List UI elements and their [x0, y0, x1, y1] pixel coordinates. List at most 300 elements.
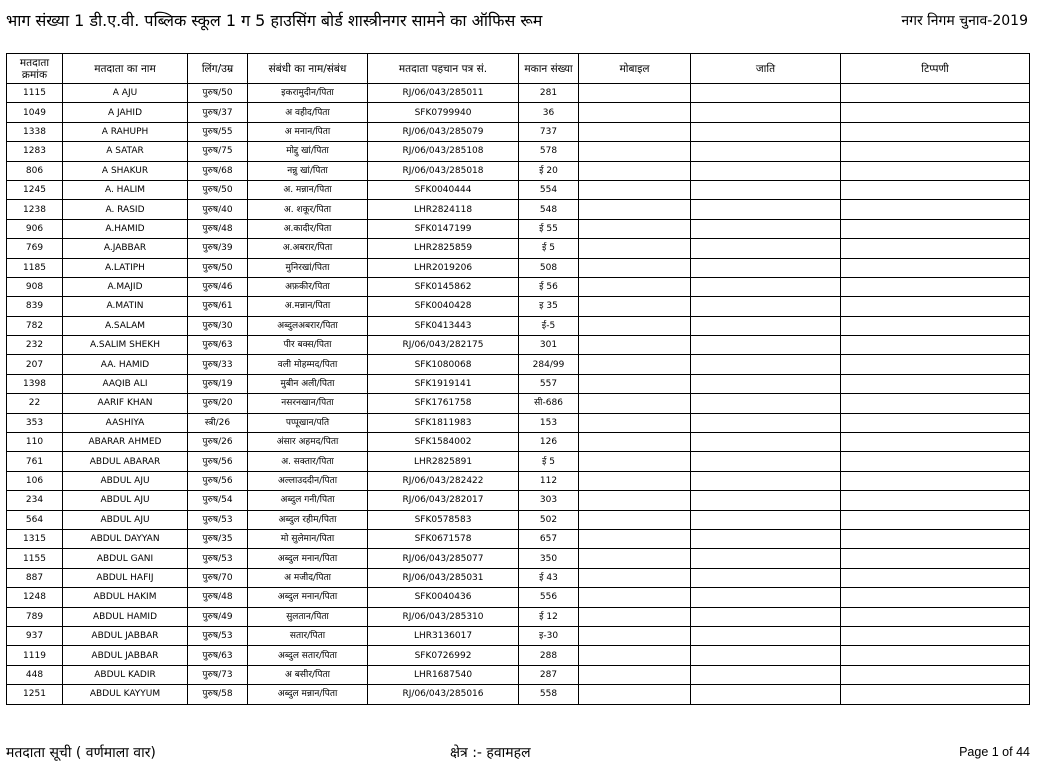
cell-caste [691, 646, 841, 665]
cell-relative-name: अ. सक्तार/पिता [248, 452, 368, 471]
cell-caste [691, 685, 841, 704]
cell-voter-name: ABDUL KADIR [63, 665, 188, 684]
table-row [7, 122, 1030, 141]
cell-caste [691, 374, 841, 393]
cell-relative-name: मुनिरखां/पिता [248, 258, 368, 277]
cell-relative-name: सतार/पिता [248, 626, 368, 645]
table-row [7, 258, 1030, 277]
cell-remarks [841, 316, 1030, 335]
cell-caste [691, 588, 841, 607]
table-row [7, 471, 1030, 490]
cell-voter-id: LHR2019206 [368, 258, 519, 277]
cell-serial-no: 1283 [7, 142, 63, 161]
cell-house-no: 287 [519, 665, 579, 684]
cell-remarks [841, 297, 1030, 316]
cell-voter-name: AA. HAMID [63, 355, 188, 374]
cell-house-no: 558 [519, 685, 579, 704]
cell-gender-age: पुरुष/58 [188, 685, 248, 704]
cell-voter-name: ABDUL JABBAR [63, 646, 188, 665]
cell-caste [691, 180, 841, 199]
cell-gender-age: पुरुष/63 [188, 336, 248, 355]
cell-house-no: 350 [519, 549, 579, 568]
cell-caste [691, 491, 841, 510]
cell-house-no: 557 [519, 374, 579, 393]
cell-serial-no: 908 [7, 277, 63, 296]
cell-voter-id: RJ/06/043/285031 [368, 568, 519, 587]
cell-voter-id: RJ/06/043/285310 [368, 607, 519, 626]
cell-relative-name: अ.मन्नान/पिता [248, 297, 368, 316]
cell-voter-name: AASHIYA [63, 413, 188, 432]
document-title: भाग संख्या 1 डी.ए.वी. पब्लिक स्कूल 1 ग 5 हाउसिंग बोर्ड शास्त्रीनगर सामने का ऑफिस रूम [6, 11, 543, 30]
cell-voter-name: AAQIB ALI [63, 374, 188, 393]
cell-gender-age: पुरुष/46 [188, 277, 248, 296]
cell-serial-no: 839 [7, 297, 63, 316]
cell-caste [691, 277, 841, 296]
table-row [7, 336, 1030, 355]
cell-voter-name: A.MATIN [63, 297, 188, 316]
cell-voter-id: SFK1584002 [368, 433, 519, 452]
cell-caste [691, 122, 841, 141]
cell-voter-id: RJ/06/043/285018 [368, 161, 519, 180]
cell-relative-name: अंसार अहमद/पिता [248, 433, 368, 452]
cell-voter-id: LHR2824118 [368, 200, 519, 219]
cell-gender-age: पुरुष/49 [188, 607, 248, 626]
cell-voter-id: LHR2825859 [368, 239, 519, 258]
cell-relative-name: अ. मन्नान/पिता [248, 180, 368, 199]
table-row [7, 665, 1030, 684]
cell-remarks [841, 665, 1030, 684]
table-row [7, 161, 1030, 180]
cell-remarks [841, 258, 1030, 277]
cell-relative-name: अब्दुल गनी/पिता [248, 491, 368, 510]
cell-remarks [841, 277, 1030, 296]
cell-voter-name: ABARAR AHMED [63, 433, 188, 452]
cell-house-no: 153 [519, 413, 579, 432]
cell-gender-age: पुरुष/61 [188, 297, 248, 316]
cell-voter-name: ABDUL AJU [63, 491, 188, 510]
cell-voter-id: RJ/06/043/282422 [368, 471, 519, 490]
table-row [7, 588, 1030, 607]
cell-caste [691, 607, 841, 626]
cell-relative-name: अ. शकूर/पिता [248, 200, 368, 219]
table-row [7, 568, 1030, 587]
table-row [7, 394, 1030, 413]
footer-list-type: मतदाता सूची ( वर्णमाला वार) [6, 745, 156, 761]
cell-remarks [841, 200, 1030, 219]
cell-relative-name: अब्दुल मनान/पिता [248, 549, 368, 568]
cell-remarks [841, 588, 1030, 607]
cell-voter-name: ABDUL JABBAR [63, 626, 188, 645]
cell-gender-age: पुरुष/19 [188, 374, 248, 393]
cell-house-no: 301 [519, 336, 579, 355]
column-header-remarks: टिप्पणी [841, 54, 1030, 84]
cell-voter-name: A. HALIM [63, 180, 188, 199]
cell-house-no: 288 [519, 646, 579, 665]
cell-gender-age: स्त्री/26 [188, 413, 248, 432]
cell-house-no: 502 [519, 510, 579, 529]
cell-relative-name: अ.कादीर/पिता [248, 219, 368, 238]
cell-caste [691, 142, 841, 161]
cell-caste [691, 471, 841, 490]
column-header-serial-no: मतदाता क्रमांक [7, 54, 63, 84]
cell-gender-age: पुरुष/37 [188, 103, 248, 122]
cell-mobile [579, 665, 691, 684]
cell-remarks [841, 413, 1030, 432]
cell-voter-id: SFK0040444 [368, 180, 519, 199]
cell-mobile [579, 646, 691, 665]
cell-mobile [579, 529, 691, 548]
cell-serial-no: 1155 [7, 549, 63, 568]
table-row [7, 142, 1030, 161]
cell-caste [691, 665, 841, 684]
cell-serial-no: 1115 [7, 84, 63, 103]
cell-voter-name: A AJU [63, 84, 188, 103]
table-header-row [7, 54, 1030, 84]
cell-serial-no: 1245 [7, 180, 63, 199]
cell-remarks [841, 374, 1030, 393]
cell-voter-name: A SHAKUR [63, 161, 188, 180]
cell-mobile [579, 239, 691, 258]
cell-serial-no: 1315 [7, 529, 63, 548]
cell-voter-name: A RAHUPH [63, 122, 188, 141]
cell-remarks [841, 142, 1030, 161]
cell-gender-age: पुरुष/63 [188, 646, 248, 665]
cell-relative-name: अफ़कीर/पिता [248, 277, 368, 296]
cell-caste [691, 510, 841, 529]
cell-voter-name: AARIF KHAN [63, 394, 188, 413]
cell-voter-name: A.HAMID [63, 219, 188, 238]
cell-voter-id: SFK0040428 [368, 297, 519, 316]
cell-voter-name: ABDUL DAYYAN [63, 529, 188, 548]
cell-voter-name: A.JABBAR [63, 239, 188, 258]
cell-gender-age: पुरुष/50 [188, 180, 248, 199]
cell-caste [691, 103, 841, 122]
cell-voter-id: SFK1080068 [368, 355, 519, 374]
cell-relative-name: पीर बक्स/पिता [248, 336, 368, 355]
cell-serial-no: 761 [7, 452, 63, 471]
cell-voter-id: RJ/06/043/282017 [368, 491, 519, 510]
cell-serial-no: 564 [7, 510, 63, 529]
table-row [7, 529, 1030, 548]
cell-relative-name: मोद्दु खां/पिता [248, 142, 368, 161]
cell-voter-id: SFK0799940 [368, 103, 519, 122]
cell-mobile [579, 413, 691, 432]
cell-relative-name: अ मजीद/पिता [248, 568, 368, 587]
cell-caste [691, 239, 841, 258]
table-row [7, 646, 1030, 665]
cell-serial-no: 353 [7, 413, 63, 432]
cell-gender-age: पुरुष/20 [188, 394, 248, 413]
cell-caste [691, 529, 841, 548]
cell-gender-age: पुरुष/48 [188, 588, 248, 607]
table-row [7, 510, 1030, 529]
cell-caste [691, 336, 841, 355]
table-row [7, 433, 1030, 452]
cell-serial-no: 1398 [7, 374, 63, 393]
cell-caste [691, 355, 841, 374]
cell-mobile [579, 568, 691, 587]
cell-voter-name: ABDUL GANI [63, 549, 188, 568]
cell-house-no: 578 [519, 142, 579, 161]
column-header-house-no: मकान संख्या [519, 54, 579, 84]
cell-remarks [841, 336, 1030, 355]
cell-remarks [841, 491, 1030, 510]
table-row [7, 452, 1030, 471]
cell-mobile [579, 607, 691, 626]
table-row [7, 413, 1030, 432]
table-row [7, 297, 1030, 316]
cell-voter-name: A. RASID [63, 200, 188, 219]
cell-gender-age: पुरुष/53 [188, 626, 248, 645]
cell-house-no: 548 [519, 200, 579, 219]
cell-relative-name: इकरामुदीन/पिता [248, 84, 368, 103]
voter-table [6, 53, 1030, 705]
cell-caste [691, 549, 841, 568]
cell-voter-id: SFK0147199 [368, 219, 519, 238]
table-row [7, 685, 1030, 704]
cell-remarks [841, 103, 1030, 122]
cell-mobile [579, 549, 691, 568]
cell-voter-id: SFK0726992 [368, 646, 519, 665]
cell-voter-id: RJ/06/043/285077 [368, 549, 519, 568]
cell-mobile [579, 142, 691, 161]
cell-serial-no: 234 [7, 491, 63, 510]
cell-serial-no: 1119 [7, 646, 63, 665]
cell-house-no: 657 [519, 529, 579, 548]
cell-gender-age: पुरुष/55 [188, 122, 248, 141]
cell-house-no: 556 [519, 588, 579, 607]
cell-voter-name: A.SALIM SHEKH [63, 336, 188, 355]
cell-serial-no: 1251 [7, 685, 63, 704]
cell-caste [691, 452, 841, 471]
column-header-caste: जाति [691, 54, 841, 84]
cell-voter-id: SFK0413443 [368, 316, 519, 335]
cell-voter-name: ABDUL ABARAR [63, 452, 188, 471]
table-row [7, 84, 1030, 103]
page-number: Page 1 of 44 [959, 745, 1030, 759]
table-row [7, 626, 1030, 645]
cell-voter-name: A JAHID [63, 103, 188, 122]
cell-voter-name: A.LATIPH [63, 258, 188, 277]
cell-house-no: सी-686 [519, 394, 579, 413]
cell-mobile [579, 200, 691, 219]
table-row [7, 103, 1030, 122]
cell-serial-no: 806 [7, 161, 63, 180]
cell-caste [691, 568, 841, 587]
cell-mobile [579, 588, 691, 607]
cell-voter-name: ABDUL HAKIM [63, 588, 188, 607]
cell-serial-no: 789 [7, 607, 63, 626]
cell-mobile [579, 180, 691, 199]
cell-mobile [579, 471, 691, 490]
cell-house-no: 284/99 [519, 355, 579, 374]
cell-house-no: ई 20 [519, 161, 579, 180]
cell-caste [691, 394, 841, 413]
cell-relative-name: अ.अबरार/पिता [248, 239, 368, 258]
cell-relative-name: अब्दुल मनान/पिता [248, 588, 368, 607]
cell-serial-no: 1049 [7, 103, 63, 122]
cell-relative-name: मुबीन अली/पिता [248, 374, 368, 393]
table-row [7, 180, 1030, 199]
cell-gender-age: पुरुष/33 [188, 355, 248, 374]
cell-mobile [579, 510, 691, 529]
cell-voter-id: SFK1811983 [368, 413, 519, 432]
cell-remarks [841, 433, 1030, 452]
cell-voter-id: RJ/06/043/282175 [368, 336, 519, 355]
cell-relative-name: पप्पूखान/पति [248, 413, 368, 432]
cell-remarks [841, 568, 1030, 587]
cell-voter-id: SFK0145862 [368, 277, 519, 296]
cell-voter-id: SFK0578583 [368, 510, 519, 529]
cell-gender-age: पुरुष/48 [188, 219, 248, 238]
cell-voter-id: SFK1761758 [368, 394, 519, 413]
cell-mobile [579, 374, 691, 393]
cell-voter-id: RJ/06/043/285011 [368, 84, 519, 103]
cell-gender-age: पुरुष/53 [188, 549, 248, 568]
table-row [7, 374, 1030, 393]
cell-caste [691, 316, 841, 335]
cell-mobile [579, 161, 691, 180]
cell-voter-name: A.MAJID [63, 277, 188, 296]
cell-serial-no: 769 [7, 239, 63, 258]
cell-house-no: इ-30 [519, 626, 579, 645]
cell-relative-name: वली मोहम्मद/पिता [248, 355, 368, 374]
cell-mobile [579, 452, 691, 471]
election-label: नगर निगम चुनाव-2019 [901, 13, 1028, 29]
cell-serial-no: 1338 [7, 122, 63, 141]
cell-house-no: 303 [519, 491, 579, 510]
cell-relative-name: अब्दुल मन्नान/पिता [248, 685, 368, 704]
cell-gender-age: पुरुष/68 [188, 161, 248, 180]
cell-mobile [579, 626, 691, 645]
cell-serial-no: 106 [7, 471, 63, 490]
cell-serial-no: 937 [7, 626, 63, 645]
cell-house-no: ई 56 [519, 277, 579, 296]
cell-serial-no: 448 [7, 665, 63, 684]
cell-voter-name: ABDUL HAFIJ [63, 568, 188, 587]
cell-caste [691, 258, 841, 277]
cell-remarks [841, 84, 1030, 103]
cell-mobile [579, 491, 691, 510]
cell-house-no: ई 43 [519, 568, 579, 587]
cell-remarks [841, 685, 1030, 704]
cell-serial-no: 1238 [7, 200, 63, 219]
table-row [7, 607, 1030, 626]
cell-gender-age: पुरुष/50 [188, 258, 248, 277]
cell-house-no: 281 [519, 84, 579, 103]
cell-mobile [579, 103, 691, 122]
column-header-gender-age: लिंग/उम्र [188, 54, 248, 84]
cell-mobile [579, 84, 691, 103]
cell-mobile [579, 219, 691, 238]
cell-remarks [841, 549, 1030, 568]
cell-voter-name: A SATAR [63, 142, 188, 161]
cell-caste [691, 297, 841, 316]
cell-remarks [841, 239, 1030, 258]
cell-relative-name: अ वहीद/पिता [248, 103, 368, 122]
cell-serial-no: 22 [7, 394, 63, 413]
table-row [7, 277, 1030, 296]
cell-house-no: 112 [519, 471, 579, 490]
cell-gender-age: पुरुष/35 [188, 529, 248, 548]
cell-mobile [579, 433, 691, 452]
cell-serial-no: 110 [7, 433, 63, 452]
table-row [7, 355, 1030, 374]
cell-relative-name: अब्दुल रहीम/पिता [248, 510, 368, 529]
cell-remarks [841, 510, 1030, 529]
table-body [7, 84, 1030, 705]
cell-house-no: 508 [519, 258, 579, 277]
cell-house-no: ई 5 [519, 239, 579, 258]
cell-gender-age: पुरुष/54 [188, 491, 248, 510]
cell-gender-age: पुरुष/50 [188, 84, 248, 103]
cell-mobile [579, 122, 691, 141]
cell-mobile [579, 258, 691, 277]
cell-mobile [579, 316, 691, 335]
cell-caste [691, 84, 841, 103]
cell-gender-age: पुरुष/73 [188, 665, 248, 684]
cell-relative-name: सुलतान/पिता [248, 607, 368, 626]
cell-voter-id: SFK0040436 [368, 588, 519, 607]
cell-serial-no: 232 [7, 336, 63, 355]
cell-house-no: 554 [519, 180, 579, 199]
cell-voter-id: LHR2825891 [368, 452, 519, 471]
cell-house-no: 737 [519, 122, 579, 141]
cell-remarks [841, 452, 1030, 471]
cell-relative-name: नन्नु खां/पिता [248, 161, 368, 180]
cell-voter-id: SFK0671578 [368, 529, 519, 548]
cell-voter-id: RJ/06/043/285079 [368, 122, 519, 141]
cell-voter-name: ABDUL AJU [63, 510, 188, 529]
cell-relative-name: अब्दुल सतार/पिता [248, 646, 368, 665]
cell-remarks [841, 219, 1030, 238]
cell-voter-id: RJ/06/043/285108 [368, 142, 519, 161]
cell-serial-no: 1185 [7, 258, 63, 277]
cell-house-no: इ 35 [519, 297, 579, 316]
cell-gender-age: पुरुष/39 [188, 239, 248, 258]
cell-voter-name: A.SALAM [63, 316, 188, 335]
cell-mobile [579, 297, 691, 316]
column-header-mobile: मोबाइल [579, 54, 691, 84]
cell-house-no: 126 [519, 433, 579, 452]
column-header-voter-id: मतदाता पहचान पत्र सं. [368, 54, 519, 84]
cell-mobile [579, 336, 691, 355]
cell-relative-name: अब्दुलअबरार/पिता [248, 316, 368, 335]
cell-remarks [841, 471, 1030, 490]
cell-voter-id: LHR1687540 [368, 665, 519, 684]
cell-remarks [841, 529, 1030, 548]
cell-remarks [841, 355, 1030, 374]
cell-house-no: 36 [519, 103, 579, 122]
cell-relative-name: अ मनान/पिता [248, 122, 368, 141]
cell-gender-age: पुरुष/53 [188, 510, 248, 529]
cell-serial-no: 207 [7, 355, 63, 374]
cell-voter-name: ABDUL KAYYUM [63, 685, 188, 704]
cell-voter-name: ABDUL AJU [63, 471, 188, 490]
cell-gender-age: पुरुष/56 [188, 471, 248, 490]
cell-remarks [841, 161, 1030, 180]
cell-remarks [841, 646, 1030, 665]
cell-relative-name: अल्लाउददीन/पिता [248, 471, 368, 490]
cell-mobile [579, 685, 691, 704]
cell-gender-age: पुरुष/75 [188, 142, 248, 161]
table-row [7, 549, 1030, 568]
cell-house-no: ई 12 [519, 607, 579, 626]
cell-caste [691, 161, 841, 180]
cell-remarks [841, 394, 1030, 413]
cell-relative-name: अ बसीर/पिता [248, 665, 368, 684]
cell-caste [691, 200, 841, 219]
